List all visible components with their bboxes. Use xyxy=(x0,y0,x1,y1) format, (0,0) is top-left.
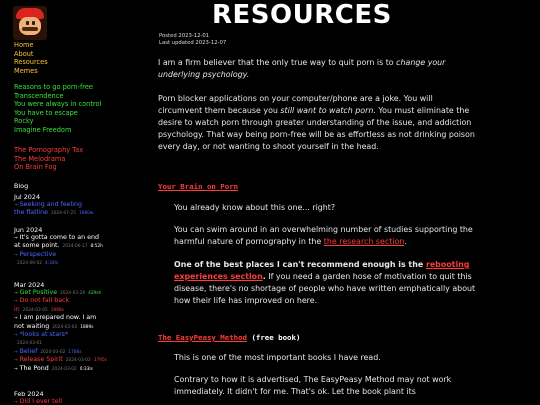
blog-entry[interactable] xyxy=(14,356,107,364)
brain-p3-rest: If you need a garden hose of motivation to quit this disease, there's no shortage of people who have written emphatically about how their life has improved on here. xyxy=(174,272,476,305)
arrow-icon: → xyxy=(14,333,18,339)
blog-entry-date: 2024-07-25 xyxy=(51,211,76,217)
nav-primary xyxy=(14,41,48,75)
blog-entry-date: 2024-03-01 xyxy=(17,341,42,347)
avatar-face xyxy=(19,17,41,35)
blog-month-label: Feb 2024 xyxy=(14,390,44,398)
blog-month-label: Mar 2024 xyxy=(14,281,45,289)
blog-entry-length: 1968s xyxy=(50,307,64,313)
blog-entry[interactable] xyxy=(14,297,107,305)
nav-pornography-tax[interactable]: The Pornography Tax xyxy=(14,146,84,154)
brain-p3-bold-end: . xyxy=(262,272,266,281)
blog-entry-date: 2024-03-02 xyxy=(40,349,66,355)
blog-entry[interactable] xyxy=(14,331,107,339)
blog-heading: Blog xyxy=(14,182,29,190)
blog-entry-length: 1889s xyxy=(80,324,94,330)
easypeasy-suffix: (free book) xyxy=(247,333,301,342)
blog-entry[interactable] xyxy=(14,398,62,405)
blog-entry[interactable] xyxy=(14,289,107,297)
blog-entry[interactable] xyxy=(14,209,93,217)
blocker-emphasis: still want to watch porn. xyxy=(280,106,376,115)
nav-rocky[interactable]: Rocky xyxy=(14,117,34,125)
nav-resources[interactable]: Resources xyxy=(14,58,48,66)
blog-entry-title: Belief xyxy=(19,347,38,355)
blog-entry[interactable] xyxy=(14,234,103,242)
blog-entry-length: 0:33ls xyxy=(79,366,93,372)
blog-entry-length: 429sh xyxy=(88,291,102,296)
easypeasy-link[interactable]: The EasyPeasy Method xyxy=(158,333,247,342)
blog-entry-title: It's gotta come to an end xyxy=(19,234,99,241)
blog-month-label: Jun 2024 xyxy=(14,226,43,234)
arrow-icon: → xyxy=(14,299,18,305)
blog-entry[interactable] xyxy=(14,259,103,267)
posted-date: Posted 2023-12-01 xyxy=(159,33,210,39)
blog-entry-date: 2024-06-17 xyxy=(62,244,88,250)
blog-entry[interactable] xyxy=(14,251,103,259)
updated-date: Last updated 2023-12-07 xyxy=(159,40,227,46)
blog-month xyxy=(14,193,93,218)
blog-entry[interactable] xyxy=(14,365,107,373)
blog-entry-title: not waiting xyxy=(14,322,50,330)
blog-entry-title: Perspective xyxy=(19,250,57,258)
arrow-icon: → xyxy=(14,252,18,258)
blog-entry[interactable] xyxy=(14,339,107,347)
arrow-icon: → xyxy=(14,291,18,296)
arrow-icon: → xyxy=(14,316,18,322)
blog-entry-length: 1786s xyxy=(68,349,82,355)
arrow-icon: → xyxy=(14,236,18,241)
rebooting-experiences-link[interactable]: rebooting experiences section xyxy=(174,260,470,281)
blog-entry[interactable] xyxy=(14,323,107,331)
blog-entry-date: 2024-03-02 xyxy=(52,324,78,330)
avatar[interactable] xyxy=(13,6,47,40)
blog-entry-date: 2024-03-05 xyxy=(22,307,48,313)
blog-entry-title: the flatline xyxy=(14,209,48,217)
brain-p2-text: You can swim around in an overwhelming number of studies supporting the harmful nature of pornography in the xyxy=(174,225,473,246)
section-heading-brain-on-porn[interactable]: Your Brain on Porn xyxy=(158,182,239,191)
blog-month xyxy=(14,226,103,268)
nav-brain-fog[interactable]: On Brain Fog xyxy=(14,163,57,171)
arrow-icon: → xyxy=(14,358,18,364)
intro-paragraph xyxy=(158,57,476,81)
nav-home[interactable]: Home xyxy=(14,41,34,49)
nav-memes[interactable]: Memes xyxy=(14,66,38,75)
brain-p2-end: . xyxy=(404,237,407,246)
blog-entry-title: at some point. xyxy=(14,242,60,250)
easypeasy-paragraph-2: Contrary to how it is advertised, The EasyPeasy Method may not work immediately. It didn't for me. That's ok. Let the book plant its xyxy=(174,375,452,396)
blog-entry-length: 1795s xyxy=(93,358,107,364)
blocker-text-b: You must eliminate the desire to watch porn through greater understanding of the issue, and addiction psychology. That way being porn-free will be as effortless as not drinking poison every day, or not wanting to shoot yourself in the head. xyxy=(158,106,475,151)
nav-reasons[interactable]: Reasons to go porn-free xyxy=(14,83,93,91)
nav-melodrama[interactable]: The Melodrama xyxy=(14,154,66,163)
blog-entry[interactable] xyxy=(14,314,107,322)
blog-entry-date: 2024-03-02 xyxy=(51,366,77,372)
blog-entry[interactable] xyxy=(14,201,93,209)
nav-have-to-escape[interactable]: You have to escape xyxy=(14,108,78,117)
blog-entry-title: Did I ever tell xyxy=(19,398,62,405)
brain-p3-bold: One of the best places I can't recommend enough is the xyxy=(174,260,426,269)
nav-always-in-control[interactable]: You were always in control xyxy=(14,100,102,108)
avatar-mustache xyxy=(22,27,38,31)
blog-entry-title: The Pond xyxy=(19,364,49,372)
easypeasy-paragraph-1: This is one of the most important books I have read. xyxy=(174,353,381,362)
blocker-paragraph xyxy=(158,93,476,153)
sidebar xyxy=(0,0,150,405)
blog-entry-date: 2024-03-02 xyxy=(65,358,91,364)
blog-entry[interactable] xyxy=(14,306,107,314)
blog-entry-title: I am prepared now. I am xyxy=(19,314,97,322)
blog-entry-title: in xyxy=(14,305,20,313)
intro-text: I am a firm believer that the only true way to quit porn is to xyxy=(158,58,397,67)
blog-entry-title: Get Positive xyxy=(19,289,58,296)
nav-imagine-freedom[interactable]: Imagine Freedom xyxy=(14,125,72,134)
blog-entry-title: Release Spirit xyxy=(19,356,63,364)
blog-entry-date: 2024-03-26 xyxy=(60,291,86,296)
arrow-icon: → xyxy=(14,366,18,372)
blog-entry-title: Do not fall back xyxy=(19,297,70,305)
blog-entry-length: 1960w xyxy=(78,211,94,217)
blog-entry[interactable] xyxy=(14,348,107,356)
research-section-link[interactable]: the research section xyxy=(323,237,405,246)
avatar-eye-left xyxy=(26,21,29,25)
blog-entry-length: 8:52h xyxy=(90,244,103,250)
nav-essays-red xyxy=(14,146,83,172)
blog-month xyxy=(14,281,107,373)
arrow-icon: → xyxy=(14,203,18,208)
blog-entry[interactable] xyxy=(14,242,103,250)
brain-paragraph-2 xyxy=(174,224,480,248)
blog-entry-title: Seeking and feeling xyxy=(19,201,83,208)
arrow-icon: → xyxy=(14,400,18,405)
intro-emphasis: change your underlying psychology. xyxy=(158,58,446,79)
blog-entry-length: 4:34ls xyxy=(44,261,59,267)
nav-transcendence[interactable]: Transcendence xyxy=(14,91,64,100)
brain-paragraph-3 xyxy=(174,259,480,307)
arrow-icon: → xyxy=(14,349,18,355)
nav-about[interactable]: About xyxy=(14,49,34,58)
nav-essays-green xyxy=(14,83,101,134)
blocker-text-a: Porn blocker applications on your computer/phone are a joke. You will circumvent them because you xyxy=(158,94,433,115)
brain-paragraph-1: You already know about this one... right? xyxy=(174,203,336,212)
blog-entry-title: *looks at stars* xyxy=(19,331,69,339)
section-heading-easypeasy xyxy=(158,333,300,342)
blog-month xyxy=(14,390,62,405)
blog-month-label: Jul 2024 xyxy=(14,193,41,201)
avatar-eye-right xyxy=(32,21,35,25)
page-title: RESOURCES xyxy=(212,0,392,30)
blog-entry-date: 2024-06-02 xyxy=(17,261,42,267)
